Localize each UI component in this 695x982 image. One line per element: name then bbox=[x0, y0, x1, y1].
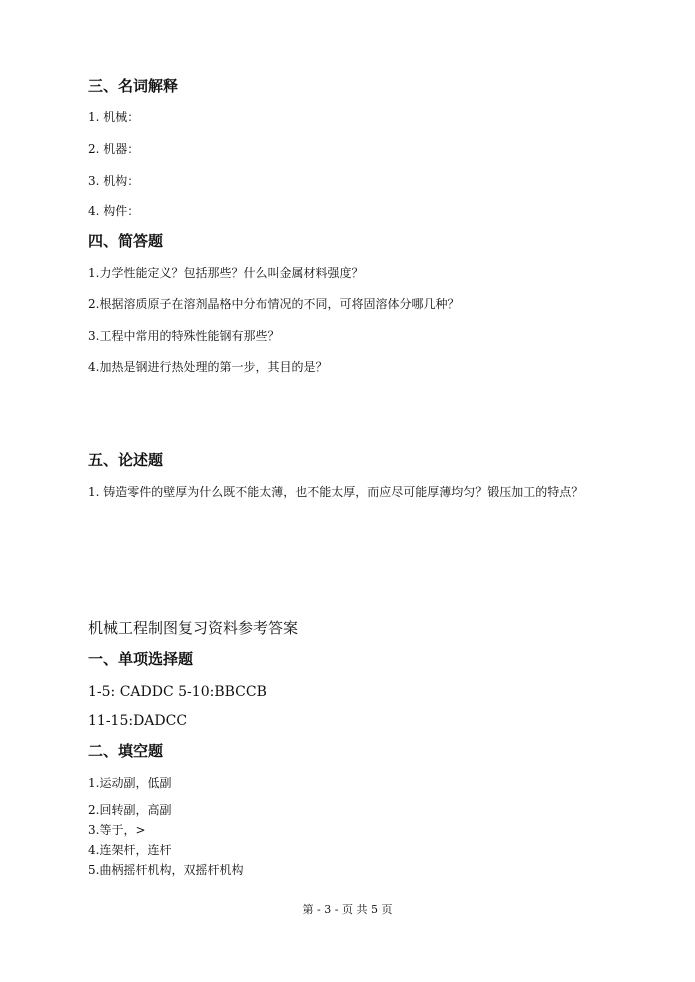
answers-part-2-line-5: 5.曲柄摇杆机构，双摇杆机构 bbox=[88, 863, 244, 877]
answers-part-2-line-4: 4.连架杆，连杆 bbox=[88, 843, 172, 857]
short-answer-item-4: 4.加热是钢进行热处理的第一步，其目的是？ bbox=[88, 360, 328, 374]
answers-part-1-line-2: 11-15:DADCC bbox=[88, 713, 188, 729]
answers-title: 机械工程制图复习资料参考答案 bbox=[88, 619, 299, 637]
section-5-heading: 五、论述题 bbox=[88, 451, 164, 469]
answers-part-2-heading: 二、填空题 bbox=[88, 742, 164, 760]
term-item-1: 1. 机械： bbox=[88, 110, 140, 124]
answers-part-1-heading: 一、单项选择题 bbox=[88, 650, 194, 668]
section-4-heading: 四、简答题 bbox=[88, 232, 164, 250]
term-item-4: 4. 构件： bbox=[88, 204, 140, 218]
section-3-heading: 三、名词解释 bbox=[88, 77, 179, 95]
page-number-footer: 第 - 3 - 页 共 5 页 bbox=[302, 903, 393, 916]
answers-part-1-line-1: 1-5: CADDC 5-10:BBCCB bbox=[88, 684, 267, 700]
short-answer-item-3: 3.工程中常用的特殊性能钢有那些？ bbox=[88, 329, 280, 343]
short-answer-item-1: 1.力学性能定义？包括那些？什么叫金属材料强度？ bbox=[88, 266, 364, 280]
term-item-2: 2. 机器： bbox=[88, 142, 140, 156]
answers-part-2-line-1: 1.运动副，低副 bbox=[88, 776, 172, 790]
essay-item-1: 1. 铸造零件的壁厚为什么既不能太薄，也不能太厚，而应尽可能厚薄均匀？锻压加工的特点？ bbox=[88, 485, 584, 499]
term-item-3: 3. 机构： bbox=[88, 174, 140, 188]
short-answer-item-2: 2.根据溶质原子在溶剂晶格中分布情况的不同，可将固溶体分哪几种？ bbox=[88, 297, 460, 311]
answers-part-2-line-3: 3.等于，> bbox=[88, 823, 146, 837]
answers-part-2-line-2: 2.回转副，高副 bbox=[88, 803, 172, 817]
